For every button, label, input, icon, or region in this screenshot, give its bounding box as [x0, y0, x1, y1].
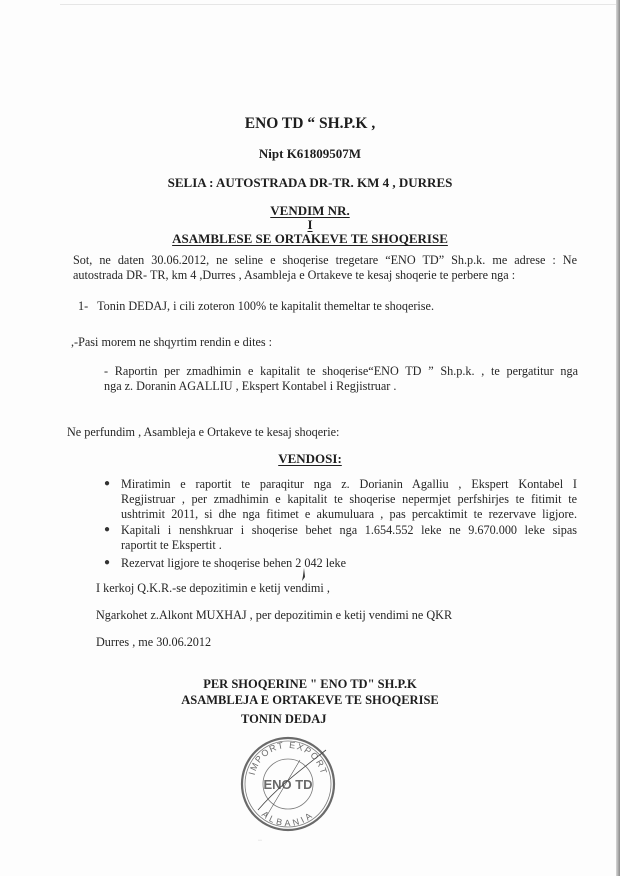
agenda-item-line-2: nga z. Doranin AGALLIU , Ekspert Kontabel i Regjistruar . [104, 379, 397, 393]
signature-line-1: PER SHOQERINE " ENO TD" SH.P.K [203, 677, 417, 691]
intro-line-2: autostrada DR- TR, km 4 ,Durres , Asambleja e Ortakeve te kesaj shoqerie te perbere nga : [73, 268, 516, 282]
intro-line-1: Sot, ne daten 30.06.2012, ne seline e shoqerise tregetare “ENO TD” Sh.p.k. me adrese : Ne [73, 253, 577, 267]
decision-2-line-2: raportit te Ekspertit . [121, 538, 222, 552]
tax-id: Nipt K61809507M [258, 146, 362, 161]
signature-line-2: ASAMBLEJA E ORTAKEVE TE SHOQERISE [181, 693, 439, 707]
decides-heading: VENDOSI: [278, 451, 342, 466]
agenda-intro: ,-Pasi morem ne shqyrtim rendin e dites : [71, 335, 273, 349]
decision-1-line-2: Regjistruar , per zmadhimin e kapitalit te shoqerise nepermjet perfshirjes te fitimit te [121, 492, 577, 506]
scan-top-edge [60, 4, 620, 5]
decision-1-line-3: ushtrimit 2011, si dhe nga fitimet e akumuluara , pas percaktimit te rezervave ligjore. [121, 507, 577, 521]
decision-1-line-1: Miratimin e raportit te paraqitur nga z. Dorianin Agalliu , Ekspert Kontabel I [121, 477, 577, 491]
decision-heading: VENDIM NR. [270, 203, 350, 218]
conclusion-intro: Ne perfundim , Asambleja e Ortakeve te kesaj shoqerie: [67, 425, 340, 439]
place-date: Durres , me 30.06.2012 [96, 635, 212, 649]
decision-2-line-1: Kapitali i nenshkruar i shoqerise behet nga 1.654.552 leke ne 9.670.000 leke sipas [121, 523, 577, 537]
signer-name: TONIN DEDAJ [241, 712, 327, 726]
assigned-person: Ngarkohet z.Alkont MUXHAJ , per depozitimin e ketij vendimi ne QKR [96, 608, 453, 622]
stamp-top-text: IMPORT EXPORT [246, 739, 330, 777]
stamp-bottom-text: ALBANIA [259, 808, 317, 829]
decision-3-line-1: Rezervat ligjore te shoqerise behen 2 042 leke [121, 556, 347, 570]
qkr-request: I kerkoj Q.K.R.-se depozitimin e ketij vendimi , [96, 581, 330, 595]
member-item [78, 299, 434, 313]
bullet-icon: ● [104, 478, 111, 489]
bullet-icon: ● [104, 557, 111, 568]
decision-number: I [307, 217, 313, 232]
member-number: 1- [78, 299, 89, 313]
member-text: Tonin DEDAJ, i cili zoteron 100% te kapitalit themeltar te shoqerise. [97, 299, 435, 313]
pen-mark-icon [300, 568, 308, 582]
bullet-icon: ● [104, 524, 111, 535]
agenda-item-line-1: - Raportin per zmadhimin e kapitalit te shoqerise“ENO TD ” Sh.p.k. , te pergatitur nga [104, 364, 578, 378]
assembly-heading: ASAMBLESE SE ORTAKEVE TE SHOQERISE [172, 231, 448, 246]
company-seat: SELIA : AUTOSTRADA DR-TR. KM 4 , DURRES [167, 175, 453, 190]
stamp-center-text: ENO TD [263, 777, 313, 792]
scan-artifact: ·· [258, 838, 262, 844]
company-title: ENO TD “ SH.P.K , [244, 115, 376, 132]
company-stamp [238, 732, 338, 832]
